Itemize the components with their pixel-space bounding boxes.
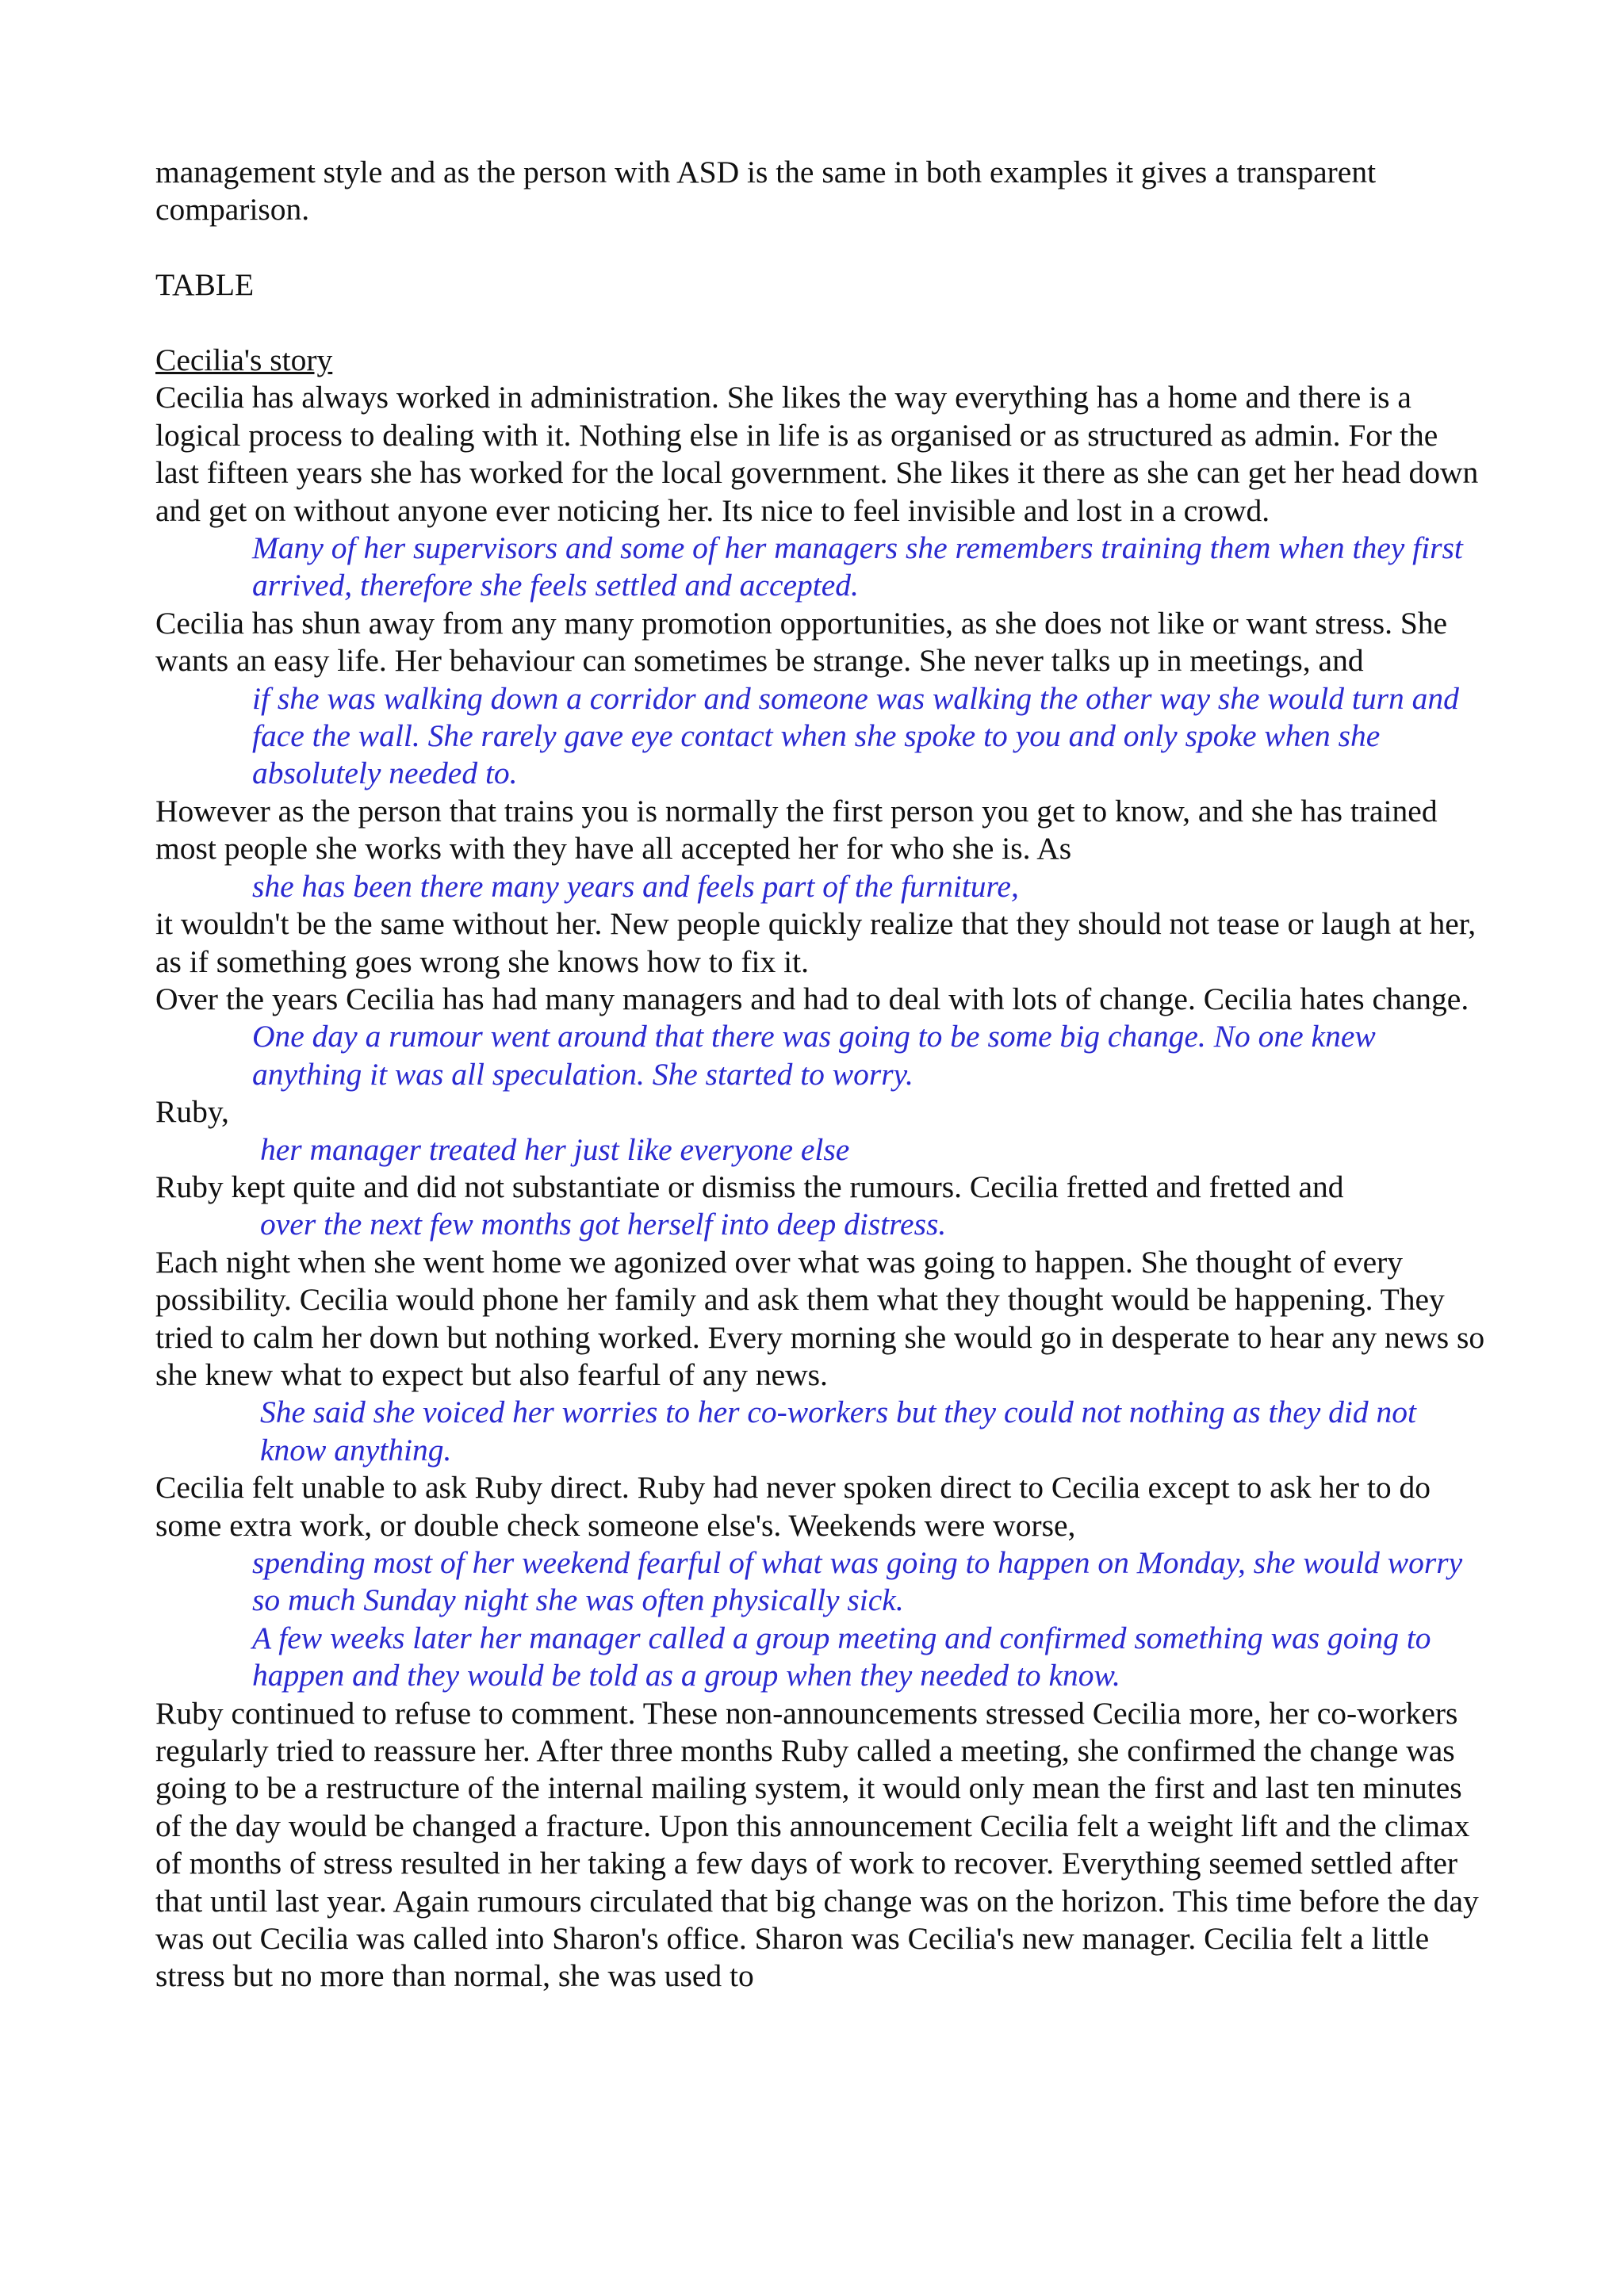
story-paragraph-1: Cecilia has always worked in administration. She likes the way everything has a home and there is a logical process to dealing with it. Nothing else in life is as organised or as structured as admin. For the last fifteen years she has worked for the local government. She likes it there as she can get her head down and get on without anyone ever noticing her. Its nice to feel invisible and lost in a crowd. [155, 380, 1479, 528]
spacer [155, 229, 1488, 266]
story-quote-9: A few weeks later her manager called a group meeting and confirmed something was going to happen and they would be told as a group when they needed to know. [252, 1620, 1431, 1693]
story-paragraph-7: Ruby kept quite and did not substantiate or dismiss the rumours. Cecilia fretted and fretted and [155, 1169, 1344, 1204]
story-quote-2: if she was walking down a corridor and someone was walking the other way she would turn and face the wall. She rarely gave eye contact when she spoke to you and only spoke when she absolutely needed to. [252, 680, 1459, 791]
story-paragraph-8: Each night when she went home we agonized over what was going to happen. She thought of every possibility. Cecilia would phone her family and ask them what they thought would be happening. They tried to calm her down but nothing worked. Every morning she would go in desperate to hear any news so she knew what to expect but also fearful of any news. [155, 1244, 1485, 1392]
table-label: TABLE [155, 267, 255, 303]
spacer [155, 304, 1488, 342]
story-paragraph-3: However as the person that trains you is normally the first person you get to know, and she has trained most people she works with they have all accepted her for who she is. As [155, 793, 1438, 867]
story-paragraph-4: it wouldn't be the same without her. New people quickly realize that they should not tease or laugh at her, as if something goes wrong she knows how to fix it. [155, 906, 1477, 979]
story-paragraph-10: Ruby continued to refuse to comment. These non-announcements stressed Cecilia more, her co-workers regularly tried to reassure her. After three months Ruby called a meeting, she confirmed the change was going to be a restructure of the internal mailing system, it would only mean the first and last ten minutes of the day would be changed a fracture. Upon this announcement Cecilia felt a weight lift and the climax of months of stress resulted in her taking a few days of work to recover. Everything seemed settled after that until last year. Again rumours circulated that big change was on the horizon. This time before the day was out Cecilia was called into Sharon's office. Sharon was Cecilia's new manager. Cecilia felt a little stress but no more than normal, she was used to [155, 1695, 1479, 1994]
story-quote-8: spending most of her weekend fearful of what was going to happen on Monday, she would worry so much Sunday night she was often physically sick. [252, 1545, 1463, 1618]
story-paragraph-5: Over the years Cecilia has had many managers and had to deal with lots of change. Cecilia hates change. [155, 981, 1469, 1016]
story-quote-5: her manager treated her just like everyone else [260, 1131, 850, 1167]
story-paragraph-2: Cecilia has shun away from any many promotion opportunities, as she does not like or want stress. She wants an easy life. Her behaviour can sometimes be strange. She never talks up in meetings, and [155, 605, 1448, 679]
story-heading: Cecilia's story [155, 342, 333, 377]
story-quote-3: she has been there many years and feels part of the furniture, [252, 868, 1019, 904]
story-quote-4: One day a rumour went around that there was going to be some big change. No one knew anything it was all speculation. She started to worry. [252, 1019, 1376, 1092]
story-paragraph-9: Cecilia felt unable to ask Ruby direct. Ruby had never spoken direct to Cecilia except to ask her to do some extra work, or double check someone else's. Weekends were worse, [155, 1470, 1431, 1543]
story-quote-7: She said she voiced her worries to her co-workers but they could not nothing as they did not know anything. [260, 1395, 1416, 1468]
story-quote-6: over the next few months got herself into deep distress. [260, 1207, 947, 1242]
intro-paragraph: management style and as the person with ASD is the same in both examples it gives a transparent comparison. [155, 155, 1377, 228]
story-paragraph-6: Ruby, [155, 1094, 229, 1130]
document-page [155, 154, 1488, 1996]
story-quote-1: Many of her supervisors and some of her managers she remembers training them when they first arrived, therefore she feels settled and accepted. [252, 530, 1463, 603]
